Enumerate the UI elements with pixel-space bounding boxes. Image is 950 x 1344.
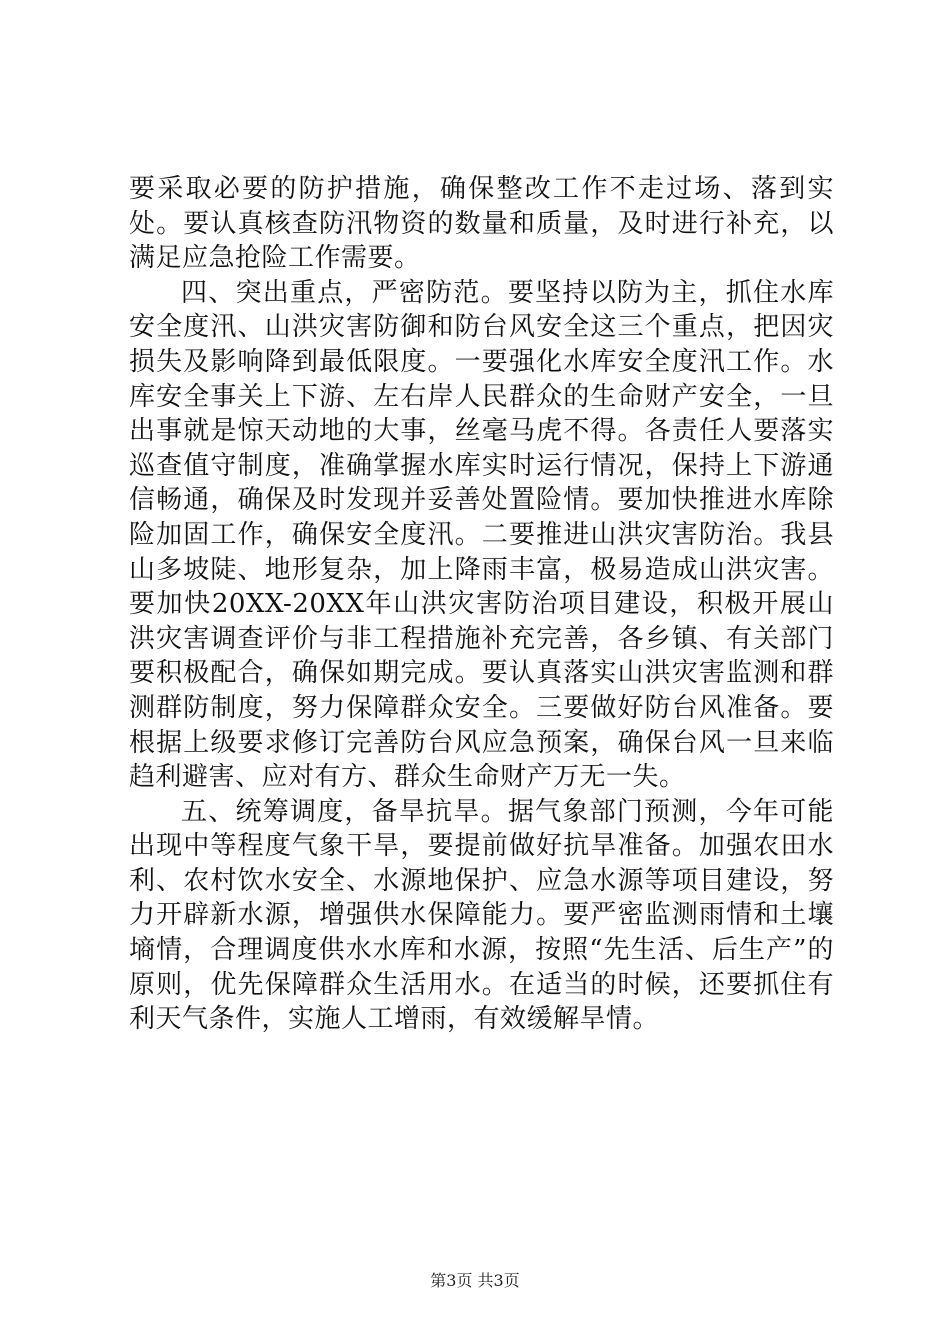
paragraph-section-five: 五、统筹调度，备旱抗旱。据气象部门预测，今年可能出现中等程度气象干旱，要提前做好抗旱准备。加强农田水利、农村饮水安全、水源地保护、应急水源等项目建设，努力开辟新水源，增强供水保障能力。要严密监测雨情和土壤墒情，合理调度供水水库和水源，按照“先生活、后生产”的原则，优先保障群众生活用水。在适当的时候，还要抓住有利天气条件，实施人工增雨，有效缓解旱情。	[129, 796, 834, 1035]
paragraph-section-four: 四、突出重点，严密防范。要坚持以防为主，抓住水库安全度汛、山洪灾害防御和防台风安全这三个重点，把因灾损失及影响降到最低限度。一要强化水库安全度汛工作。水库安全事关上下游、左右岸人民群众的生命财产安全，一旦出事就是惊天动地的大事，丝毫马虎不得。各责任人要落实巡查值守制度，准确掌握水库实时运行情况，保持上下游通信畅通，确保及时发现并妥善处置险情。要加快推进水库除险加固工作，确保安全度汛。二要推进山洪灾害防治。我县山多坡陡、地形复杂，加上降雨丰富，极易造成山洪灾害。要加快20XX-20XX年山洪灾害防治项目建设，积极开展山洪灾害调查评价与非工程措施补充完善，各乡镇、有关部门要积极配合，确保如期完成。要认真落实山洪灾害监测和群测群防制度，努力保障群众安全。三要做好防台风准备。要根据上级要求修订完善防台风应急预案，确保台风一旦来临趋利避害、应对有方、群众生命财产万无一失。	[129, 277, 834, 793]
paragraph-continuation: 要采取必要的防护措施，确保整改工作不走过场、落到实处。要认真核查防汛物资的数量和质量，及时进行补充，以满足应急抢险工作需要。	[129, 174, 834, 274]
document-body	[129, 172, 834, 1037]
page-footer: 第3页 共3页	[430, 1271, 520, 1290]
